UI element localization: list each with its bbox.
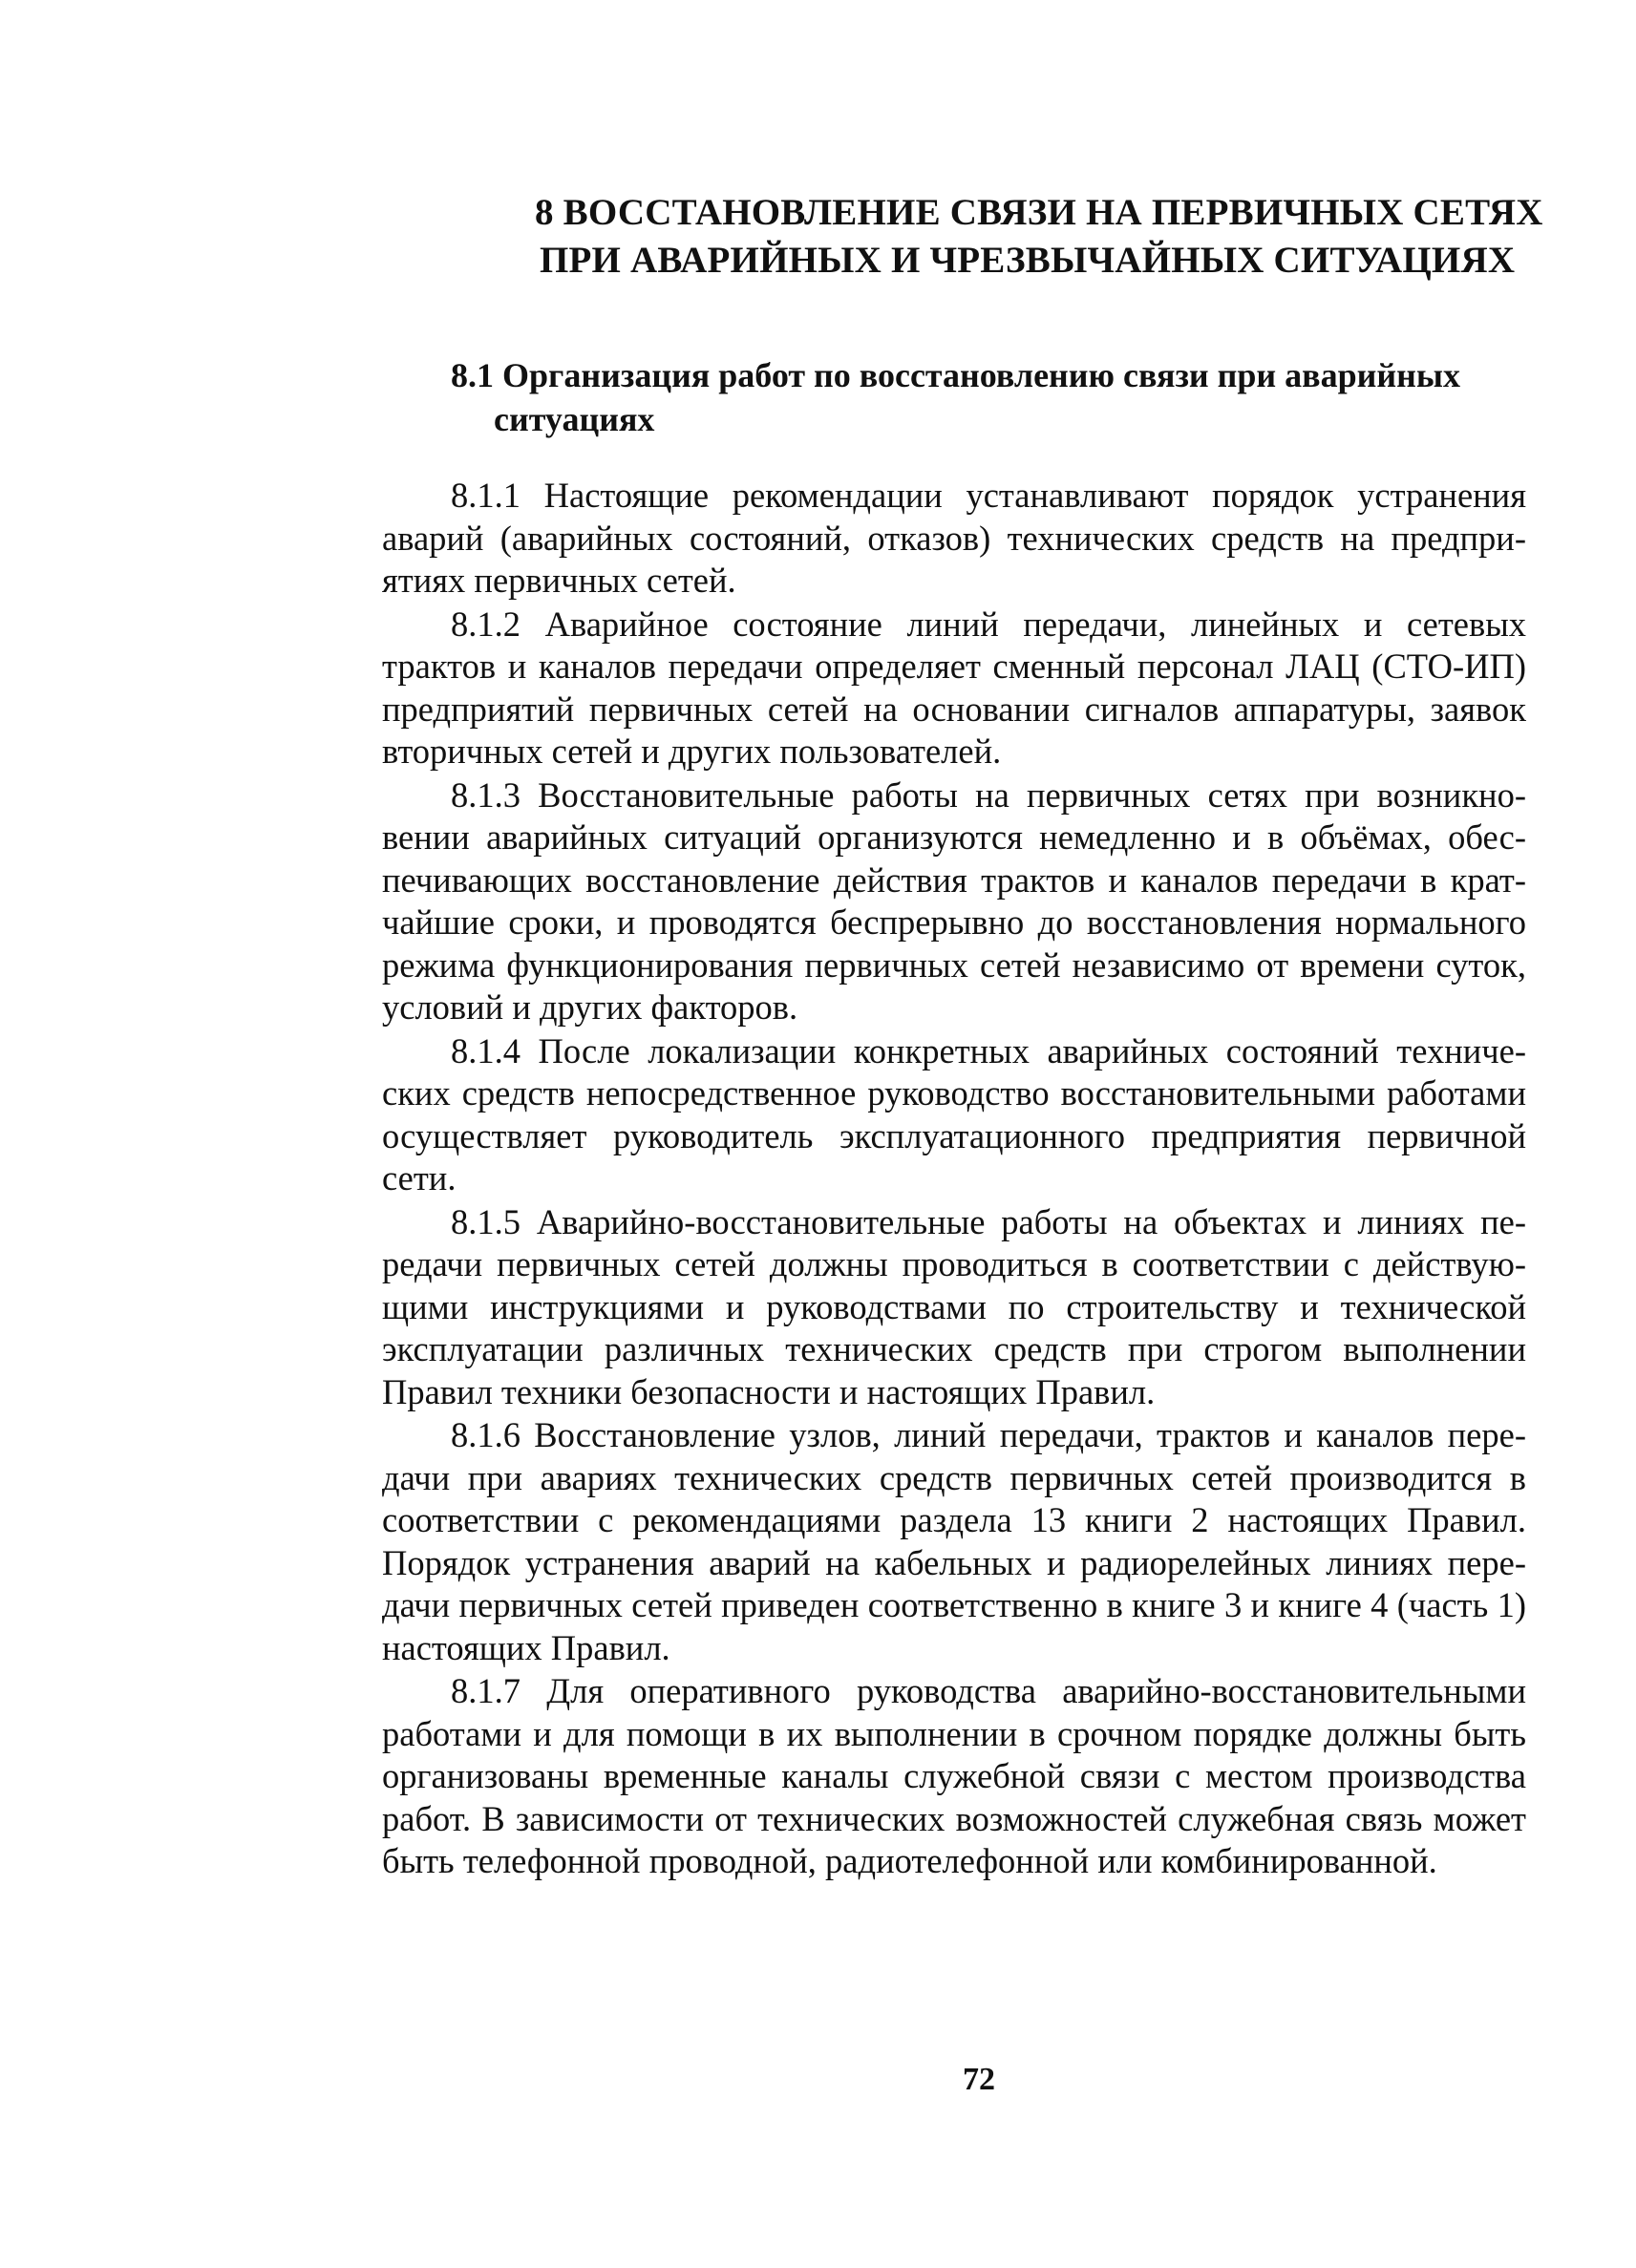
chapter-title-line-2: ПРИ АВАРИЙНЫХ И ЧРЕЗВЫЧАЙНЫХ СИТУАЦИЯХ (540, 240, 1516, 281)
section-title (451, 353, 1530, 441)
body-text (382, 475, 1526, 1884)
paragraph-8-1-5: 8.1.5 Аварийно-восстановительные работы на объектах и линиях передачи первичных сетей должны проводиться в соответствии с действующими инструкциями и руководствами по строительству и технической эксплуатации различных технических средств при строгом выполнении Правил техники безопасности и настоящих Правил. (382, 1201, 1526, 1411)
paragraph-8-1-4: 8.1.4 После локализации конкретных аварийных состояний технических средств непосредственное руководство восстановительными работами осуществляет руководитель эксплуатационного предприятия первичной сети. (382, 1030, 1526, 1198)
chapter-title (535, 189, 1543, 285)
paragraph-8-1-6: 8.1.6 Восстановление узлов, линий передачи, трактов и каналов передачи при авариях технических средств первичных сетей производится в соответствии с рекомендациями раздела 13 книги 2 настоящих Правил. Порядок устранения аварий на кабельных и радиорелейных линиях передачи первичных сетей приведен соответственно в книге 3 и книге 4 (часть 1) настоящих Правил. (382, 1415, 1526, 1667)
paragraph-8-1-1: 8.1.1 Настоящие рекомендации устанавливают порядок устранения аварий (аварийных состояний, отказов) технических средств на предприятиях первичных сетей. (382, 476, 1526, 600)
paragraph-8-1-2: 8.1.2 Аварийное состояние линий передачи, линейных и сетевых трактов и каналов передачи определяет сменный персонал ЛАЦ (СТО-ИП) предприятий первичных сетей на основании сигналов аппаратуры, заявок вторичных сетей и других пользователей. (382, 604, 1526, 771)
section-title-line-1: 8.1 Организация работ по восстановлению связи при аварийных (451, 356, 1460, 394)
page-number: 72 (963, 2062, 995, 2097)
chapter-title-line-1: 8 ВОССТАНОВЛЕНИЕ СВЯЗИ НА ПЕРВИЧНЫХ СЕТЯХ (535, 192, 1543, 233)
paragraph-8-1-3: 8.1.3 Восстановительные работы на первичных сетях при возникновении аварийных ситуаций организуются немедленно и в объёмах, обеспечивающих восстановление действия трактов и каналов передачи в кратчайшие сроки, и проводятся беспрерывно до восстановления нормального режима функционирования первичных сетей независимо от времени суток, условий и других факторов. (382, 774, 1526, 1027)
section-title-line-2: ситуациях (494, 400, 655, 438)
paragraph-8-1-7: 8.1.7 Для оперативного руководства аварийно-восстановительными работами и для помощи в их выполнении в срочном порядке должны быть организованы временные каналы служебной связи с местом производства работ. В зависимости от технических возможностей служебная связь может быть телефонной проводной, радиотелефонной или комбинированной. (382, 1671, 1526, 1880)
